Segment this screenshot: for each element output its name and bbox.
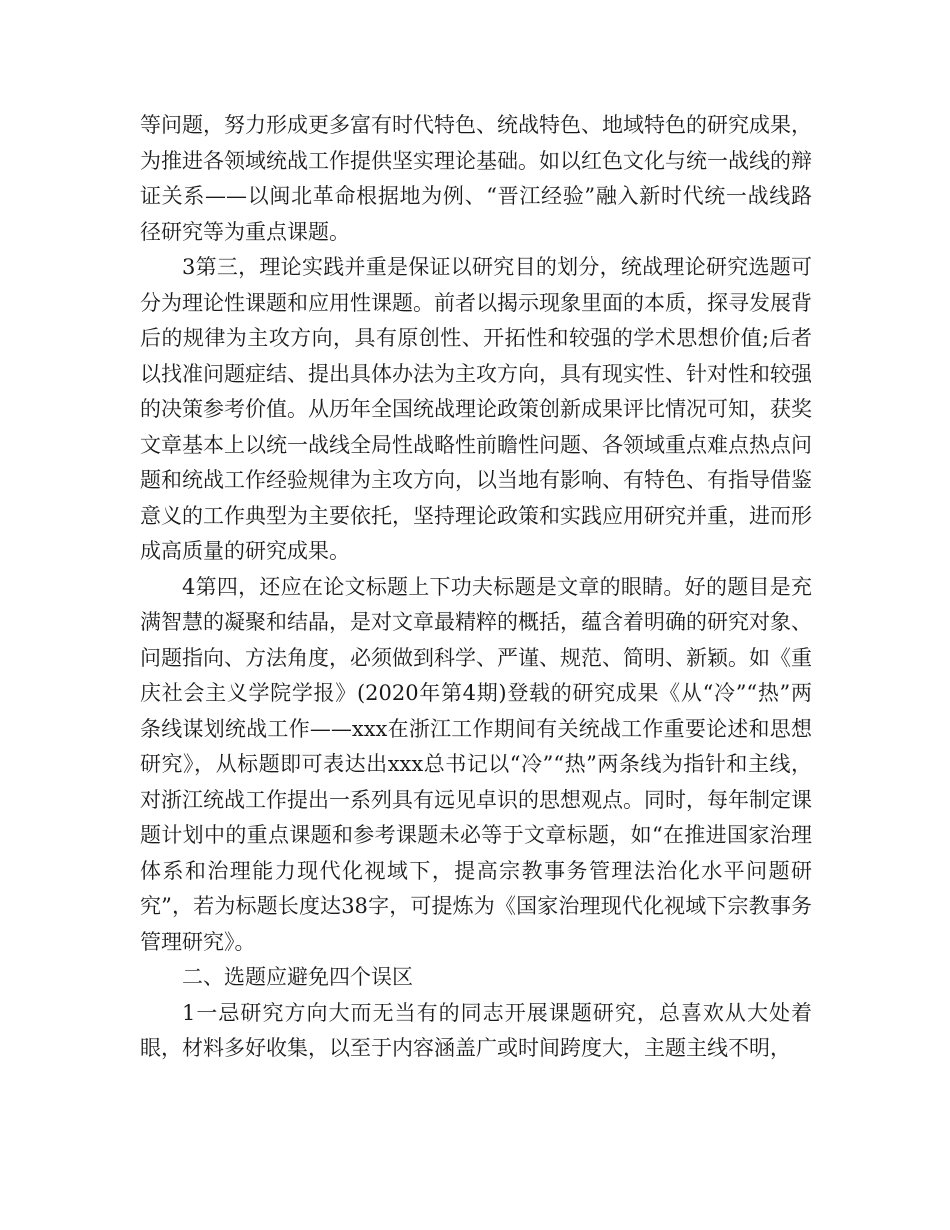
paragraph-pitfall-1: 1一忌研究方向大而无当有的同志开展课题研究，总喜欢从大处着眼，材料多好收集，以至于内容涵盖广或时间跨度大，主题主线不明，	[140, 1000, 812, 1060]
paragraph-point-3: 3第三，理论实践并重是保证以研究目的划分，统战理论研究选题可分为理论性课题和应用性课题。前者以揭示现象里面的本质，探寻发展背后的规律为主攻方向，具有原创性、开拓性和较强的学术思想价值;后者以找准问题症结、提出具体办法为主攻方向，具有现实性、针对性和较强的决策参考价值。从历年全国统战理论政策创新成果评比情况可知，获奖文章基本上以统一战线全局性战略性前瞻性问题、各领域重点难点热点问题和统战工作经验规律为主攻方向，以当地有影响、有特色、有指导借鉴意义的工作典型为主要依托，坚持理论政策和实践应用研究并重，进而形成高质量的研究成果。	[140, 255, 812, 563]
document-body	[140, 108, 812, 1067]
paragraph-continuation: 等问题，努力形成更多富有时代特色、统战特色、地域特色的研究成果，为推进各领域统战工作提供坚实理论基础。如以红色文化与统一战线的辩证关系——以闽北革命根据地为例、“晋江经验”融入新时代统一战线路径研究等为重点课题。	[140, 113, 812, 244]
paragraph-point-4: 4第四，还应在论文标题上下功夫标题是文章的眼睛。好的题目是充满智慧的凝聚和结晶，是对文章最精粹的概括，蕴含着明确的研究对象、问题指向、方法角度，必须做到科学、严谨、规范、简明、新颖。如《重庆社会主义学院学报》(2020年第4期)登载的研究成果《从“冷”“热”两条线谋划统战工作——xxx在浙江工作期间有关统战工作重要论述和思想研究》，从标题即可表达出xxx总书记以“冷”“热”两条线为指针和主线，对浙江统战工作提出一系列具有远见卓识的思想观点。同时，每年制定课题计划中的重点课题和参考课题未必等于文章标题，如“在推进国家治理体系和治理能力现代化视域下，提高宗教事务管理法治化水平问题研究”，若为标题长度达38字，可提炼为《国家治理现代化视域下宗教事务管理研究》。	[140, 574, 812, 954]
section-heading-two: 二、选题应避免四个误区	[182, 965, 413, 989]
